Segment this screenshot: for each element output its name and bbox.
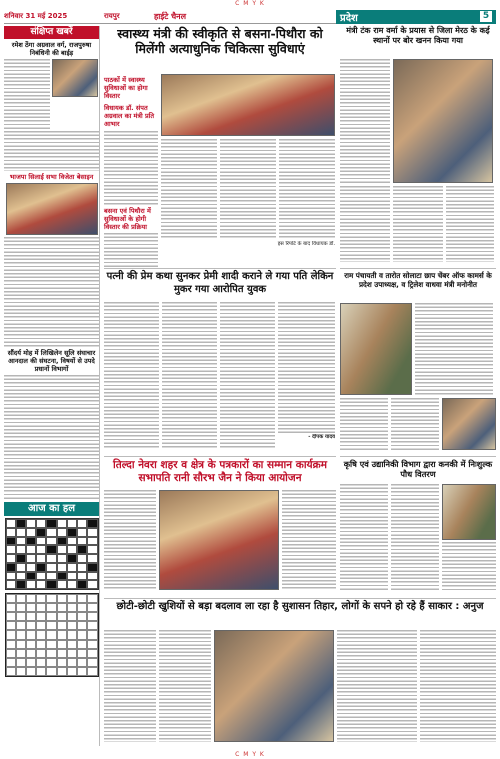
sudoku-cell: [6, 658, 16, 667]
sudoku-cell: [77, 594, 87, 603]
sudoku-cell: [77, 621, 87, 630]
sushasan-text-d: [420, 630, 496, 742]
chamber-text-b: [340, 398, 388, 450]
sudoku-cell: [57, 621, 67, 630]
sudoku-cell: [16, 621, 26, 630]
health-text-c: [161, 139, 217, 239]
journalists-photo: [159, 490, 279, 590]
brief-text-3: [4, 375, 99, 499]
sudoku-cell: [16, 630, 26, 639]
sudoku-cell: [16, 612, 26, 621]
sudoku-cell: [36, 658, 46, 667]
sudoku-cell: [26, 612, 36, 621]
health-text-d: [220, 139, 276, 239]
story-agriculture: [340, 456, 496, 596]
sudoku-cell: [46, 612, 56, 621]
sudoku-cell: [6, 630, 16, 639]
chamber-photo-2: [442, 398, 496, 450]
borewell-text-d: [446, 186, 494, 262]
brief-text-2: [4, 237, 99, 347]
health-text-b: [104, 233, 158, 269]
sudoku-cell: [87, 658, 97, 667]
sushasan-photo: [214, 630, 334, 742]
story-borewell: [340, 26, 496, 266]
journalists-text-a: [104, 490, 156, 590]
sudoku-cell: [77, 649, 87, 658]
agriculture-text-c: [442, 542, 496, 592]
health-text-e: [279, 139, 335, 239]
brief-text-1b: [4, 131, 99, 171]
love-case-text-a: [104, 302, 159, 448]
sudoku-cell: [87, 630, 97, 639]
borewell-text-b: [340, 186, 390, 262]
sudoku-cell: [57, 658, 67, 667]
borewell-photo: [393, 59, 493, 183]
sudoku-cell: [36, 630, 46, 639]
sudoku-cell: [16, 594, 26, 603]
headline-love-case: पत्नी की प्रेम कथा सुनकर प्रेमी शादी कराने ले गया पति लेकिन मुकर गया आरोपित युवक: [106, 271, 334, 295]
headline-journalists: तिल्दा नेवरा शहर व क्षेत्र के पत्रकारों का सम्मान कार्यक्रम सभापति रानी सौरभ जैन ने किया आयोजन: [113, 459, 327, 484]
sudoku-cell: [36, 612, 46, 621]
subhead-health-1: पाठकों में स्वास्थ्य सुविधाओं का होगा विस्तार: [104, 76, 148, 100]
chamber-photo-1: [340, 303, 412, 395]
love-case-byline: - दीपक यादव: [308, 434, 335, 440]
sudoku-cell: [57, 667, 67, 676]
headline-chamber: राम पंचायती व तारोत सोलाटा छाप चेंबर ऑफ कामर्स के प्रदेश उपाध्यक्ष, व ट्रिलेश वाधवा मंत्री मनोनीत: [344, 271, 492, 289]
agriculture-text-a: [340, 484, 388, 592]
sudoku-cell: [16, 649, 26, 658]
brief-photo-2: [6, 183, 98, 235]
sushasan-text-b: [159, 630, 211, 742]
sudoku-cell: [46, 649, 56, 658]
brief-headline-3: सौंदर्य मोह में लिखिलेन सूलि संघाचार आनदाल की संघटना, विषयों से उपदे प्रधानों विभागों: [7, 349, 96, 373]
sudoku-cell: [36, 640, 46, 649]
sudoku-cell: [16, 640, 26, 649]
sudoku-cell: [6, 667, 16, 676]
story-love-case: [104, 268, 336, 454]
story-chamber: [340, 268, 496, 454]
sudoku-cell: [36, 603, 46, 612]
sudoku-cell: [57, 594, 67, 603]
sudoku-cell: [57, 640, 67, 649]
sudoku-cell: [57, 649, 67, 658]
sudoku-cell: [46, 640, 56, 649]
sudoku-cell: [36, 667, 46, 676]
sudoku-cell: [46, 621, 56, 630]
love-case-text-b: [162, 302, 217, 448]
sudoku-cell: [87, 621, 97, 630]
subhead-health-2: विधायक डॉ. संपत अग्रवाल का मंत्री प्रति आभार: [104, 104, 155, 128]
health-text-a: [104, 131, 158, 205]
sushasan-text-a: [104, 630, 156, 742]
sudoku-cell: [26, 658, 36, 667]
brief-news-banner: संक्षिप्त खबरें: [4, 26, 99, 39]
story-health-minister: [104, 26, 336, 266]
sudoku-cell: [77, 603, 87, 612]
sudoku-solution-grid: [5, 593, 99, 677]
sudoku-cell: [67, 603, 77, 612]
borewell-text-a: [340, 59, 390, 183]
headline-borewell: मंत्री टंक राम वर्मा के प्रयास से जिला मेरठ के कई स्थानों पर बोर खनन किया गया: [346, 26, 490, 45]
brief-headline-1: रमेश ठेंगा अग्रवाल वर्ग, राजपुरुषा निबंधिनी की बाईड़: [11, 41, 92, 57]
health-minister-photo: [161, 74, 335, 136]
section-title: प्रदेश: [340, 12, 358, 24]
left-column: [4, 26, 100, 746]
sudoku-cell: [46, 630, 56, 639]
sudoku-cell: [87, 603, 97, 612]
sudoku-cell: [67, 640, 77, 649]
sudoku-cell: [67, 612, 77, 621]
sudoku-cell: [46, 603, 56, 612]
sudoku-cell: [67, 649, 77, 658]
sudoku-cell: [16, 603, 26, 612]
sudoku-cell: [46, 594, 56, 603]
page-number: 5: [480, 11, 492, 22]
sudoku-cell: [26, 640, 36, 649]
sudoku-cell: [16, 658, 26, 667]
puzzle-solution-banner: आज का हल: [4, 502, 99, 516]
brief-headline-2: भाजपा सिलाई सभा विजेता बेसाइन: [9, 173, 94, 181]
headline-sushasan: छोटी-छोटी खुशियों से बड़ा बदलाव ला रहा है सुशासन तिहार, लोगों के सपने हो रहे हैं साकार : अनुज: [116, 601, 484, 612]
sudoku-cell: [87, 667, 97, 676]
chamber-text-c: [391, 398, 439, 450]
sudoku-cell: [77, 612, 87, 621]
headline-agriculture: कृषि एवं उद्यानिकी विभाग द्वारा कनकी में निःशुल्क पौध वितरण: [343, 459, 493, 479]
borewell-text-c: [393, 186, 443, 262]
section-banner: [336, 10, 496, 24]
love-case-text-d: [278, 302, 335, 434]
journalists-text-b: [282, 490, 336, 590]
sushasan-text-c: [337, 630, 417, 742]
sudoku-cell: [26, 667, 36, 676]
sudoku-cell: [77, 667, 87, 676]
edition-date: शनिवार 31 मई 2025: [4, 12, 68, 20]
edition-city: रायपुर: [104, 12, 120, 20]
sudoku-cell: [67, 621, 77, 630]
sudoku-cell: [67, 667, 77, 676]
sudoku-cell: [26, 603, 36, 612]
sudoku-cell: [57, 603, 67, 612]
sudoku-cell: [57, 630, 67, 639]
sudoku-cell: [36, 649, 46, 658]
love-case-text-c: [220, 302, 275, 448]
sudoku-cell: [36, 621, 46, 630]
agriculture-text-b: [391, 484, 439, 592]
page-header: [4, 10, 496, 24]
sudoku-cell: [26, 621, 36, 630]
sudoku-cell: [46, 667, 56, 676]
brief-photo-1: [52, 59, 98, 97]
sudoku-cell: [87, 612, 97, 621]
subhead-health-3: बसना एवं पिथौरा में सुविधाओं के होगी विस्तार की प्रक्रिया: [104, 207, 151, 231]
sudoku-cell: [16, 667, 26, 676]
story-journalists: [104, 456, 336, 596]
sudoku-cell: [26, 630, 36, 639]
sudoku-cell: [87, 640, 97, 649]
headline-health-minister: स्वास्थ्य मंत्री की स्वीकृति से बसना-पिथौरा को मिलेंगी अत्याधुनिक चिकित्सा सुविधाएं: [117, 26, 323, 56]
sudoku-cell: [6, 649, 16, 658]
sudoku-cell: [87, 594, 97, 603]
health-bottom-note: इस रिपोर्ट के बाद विधायक डॉ.: [277, 241, 335, 247]
sudoku-cell: [6, 603, 16, 612]
story-sushasan: [104, 598, 496, 748]
sudoku-cell: [36, 594, 46, 603]
sudoku-cell: [67, 658, 77, 667]
sudoku-cell: [77, 640, 87, 649]
sudoku-cell: [57, 612, 67, 621]
sudoku-cell: [26, 649, 36, 658]
chamber-text-a: [415, 303, 493, 395]
sudoku-cell: [6, 621, 16, 630]
sudoku-cell: [6, 594, 16, 603]
sudoku-cell: [6, 640, 16, 649]
sudoku-cell: [67, 630, 77, 639]
crossword-solution-grid: [5, 518, 99, 590]
cmyk-marker-top: C M Y K: [235, 0, 265, 7]
sudoku-cell: [67, 594, 77, 603]
newspaper-brand: हाईटे चैनल: [154, 12, 187, 21]
cmyk-marker-bottom: C M Y K: [235, 751, 265, 758]
agriculture-photo: [442, 484, 496, 540]
sudoku-cell: [77, 630, 87, 639]
sudoku-cell: [6, 612, 16, 621]
sudoku-cell: [87, 649, 97, 658]
sudoku-cell: [46, 658, 56, 667]
sudoku-cell: [77, 658, 87, 667]
brief-text-1: [4, 59, 50, 129]
sudoku-cell: [26, 594, 36, 603]
